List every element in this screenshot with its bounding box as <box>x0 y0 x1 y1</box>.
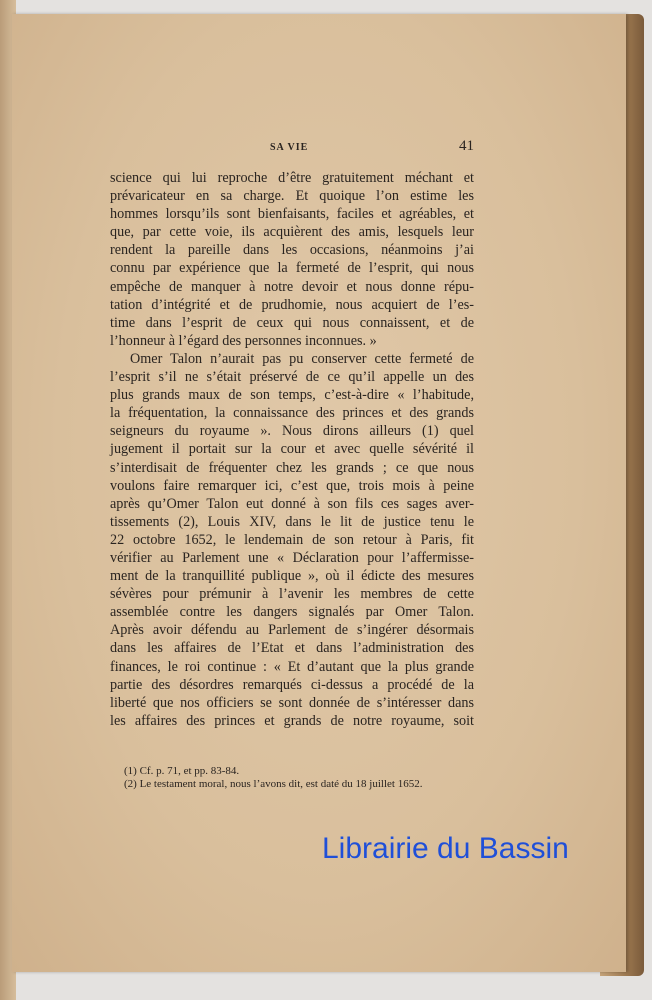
paragraph-2 <box>110 350 474 730</box>
body-text <box>110 169 474 730</box>
text-line: Omer Talon n’aurait pas pu conserver cette fermeté de <box>130 350 474 367</box>
text-line: 22 octobre 1652, le lendemain de son retour à Paris, fit <box>110 531 474 548</box>
text-line: tissements (2), Louis XIV, dans le lit de justice tenu le <box>110 513 474 530</box>
text-line: jugement il portait sur la cour et avec quelle sévérité il <box>110 441 474 458</box>
text-line: les affaires des princes et grands de notre royaume, soit <box>110 712 474 729</box>
page-number: 41 <box>459 138 474 154</box>
text-line: rendent la pareille dans les occasions, néanmoins j’ai <box>110 242 474 259</box>
text-line: Après avoir défendu au Parlement de s’ingérer désormais <box>110 622 474 639</box>
text-line: sévères pour prémunir à l’avenir les membres de cette <box>110 586 474 603</box>
text-line: après qu’Omer Talon eut donné à son fils ces sages aver- <box>110 495 474 512</box>
footnotes <box>124 765 476 791</box>
text-line: l’esprit s’il ne s’était préservé de ce qu’il appelle un des <box>110 369 474 386</box>
text-line: dans les affaires de l’Etat et dans l’administration des <box>110 640 474 657</box>
text-line: hommes lorsqu’ils sont bienfaisants, faciles et agréables, et <box>110 206 474 223</box>
text-line: vérifier au Parlement une « Déclaration pour l’affermisse- <box>110 549 474 566</box>
text-line: connu par expérience que la fermeté de l’esprit, qui nous <box>110 260 474 277</box>
running-title: SA VIE <box>270 142 309 153</box>
text-line: l’honneur à l’égard des personnes inconnues. » <box>110 332 377 349</box>
footnote-1: (1) Cf. p. 71, et pp. 83-84. <box>124 765 240 777</box>
text-line: tation d’intégrité et de prudhomie, nous acquiert de l’es- <box>110 296 474 313</box>
text-line: liberté que nos officiers se sont donnée de s’intéresser dans <box>110 694 474 711</box>
text-line: empêche de manquer à notre devoir et nous donne répu- <box>110 278 474 295</box>
paragraph-1 <box>110 169 474 350</box>
text-line: s’interdisait de fréquenter chez les grands ; ce que nous <box>110 459 474 476</box>
page-header <box>110 138 474 158</box>
text-line: plus grands maux de son temps, c’est-à-dire « l’habitude, <box>110 387 474 404</box>
text-line: prévaricateur en sa charge. Et quoique l’on estime les <box>110 188 474 205</box>
text-line: la fréquentation, la connaissance des princes et des grands <box>110 405 474 422</box>
text-line: voulons faire remarquer ici, c’est que, trois mois à peine <box>110 477 474 494</box>
text-line: science qui lui reproche d’être gratuitement méchant et <box>110 170 474 186</box>
text-line: partie des désordres remarqués ci-dessus a procédé de la <box>110 676 474 693</box>
watermark: Librairie du Bassin <box>322 832 569 865</box>
text-line: assemblée contre les dangers signalés par Omer Talon. <box>110 604 474 621</box>
text-line: que, par cette voie, ils acquièrent des amis, lesquels leur <box>110 224 474 241</box>
footnote-2: (2) Le testament moral, nous l’avons dit, est daté du 18 juillet 1652. <box>124 778 423 790</box>
text-line: finances, le roi continue : « Et d’autant que la plus grande <box>110 658 474 675</box>
text-line: ment de la tranquillité publique », où il édicte des mesures <box>110 568 474 585</box>
text-line: seigneurs du royaume ». Nous dirons ailleurs (1) quel <box>110 423 474 440</box>
text-line: time dans l’esprit de ceux qui nous connaissent, et de <box>110 314 474 331</box>
